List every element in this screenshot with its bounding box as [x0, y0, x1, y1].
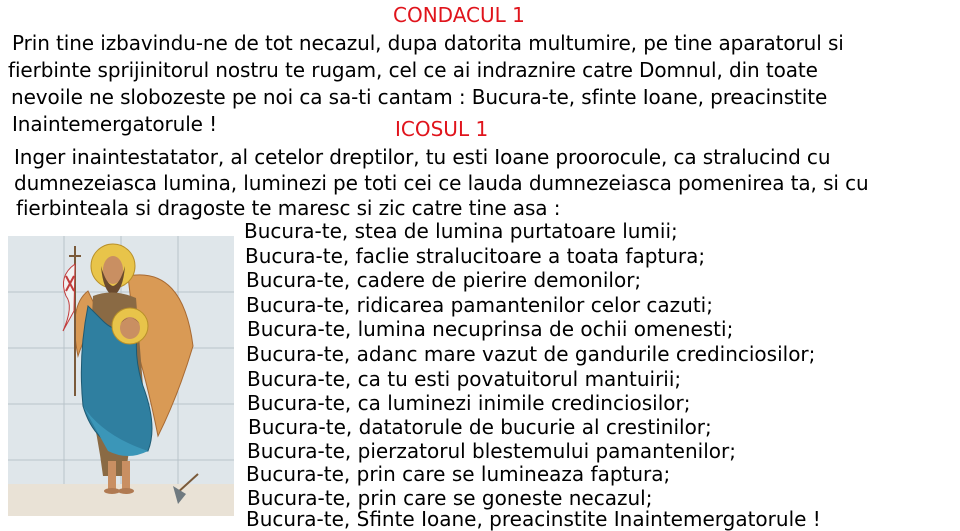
saint-john-icon-image	[8, 236, 234, 516]
salutation-line: Bucura-te, datatorule de bucurie al crestinilor;	[248, 415, 712, 439]
icos-title: ICOSUL 1	[395, 117, 489, 141]
condac-line: Prin tine izbavindu-ne de tot necazul, dupa datorita multumire, pe tine aparatorul si	[12, 31, 844, 55]
condac-line: Inaintemergatorule !	[12, 112, 218, 136]
salutation-line: Bucura-te, ca luminezi inimile credinciosilor;	[247, 391, 691, 415]
salutation-line: Bucura-te, Sfinte Ioane, preacinstite Inaintemergatorule !	[246, 507, 821, 531]
salutation-line: Bucura-te, prin care se goneste necazul;	[247, 486, 653, 510]
salutation-line: Bucura-te, ca tu esti povatuitorul mantuirii;	[247, 367, 682, 391]
condac-line: fierbinte sprijinitorul nostru te rugam, cel ce ai indraznire catre Domnul, din toate	[8, 58, 818, 82]
salutation-line: Bucura-te, prin care se lumineaza faptura;	[246, 462, 671, 486]
salutation-line: Bucura-te, adanc mare vazut de gandurile credinciosilor;	[246, 342, 816, 366]
salutation-line: Bucura-te, lumina necuprinsa de ochii omenesti;	[247, 317, 734, 341]
salutation-line: Bucura-te, cadere de pierire demonilor;	[246, 268, 642, 292]
salutation-line: Bucura-te, ridicarea pamantenilor celor cazuti;	[246, 293, 713, 317]
salutation-line: Bucura-te, pierzatorul blestemului pamantenilor;	[247, 439, 736, 463]
salutation-line: Bucura-te, faclie stralucitoare a toata faptura;	[245, 244, 706, 268]
condac-line: nevoile ne slobozeste pe noi ca sa-ti cantam : Bucura-te, sfinte Ioane, preacinstite	[11, 85, 828, 109]
icos-line: dumnezeiasca lumina, luminezi pe toti cei ce lauda dumnezeiasca pomenirea ta, si cu	[14, 171, 869, 195]
icos-line: Inger inaintestatator, al cetelor dreptilor, tu esti Ioane proorocule, ca stralucind cu	[14, 145, 831, 169]
condac-title: CONDACUL 1	[393, 3, 525, 27]
icos-line: fierbinteala si dragoste te maresc si zic catre tine asa :	[16, 196, 561, 220]
salutation-line: Bucura-te, stea de lumina purtatoare lumii;	[244, 219, 678, 243]
